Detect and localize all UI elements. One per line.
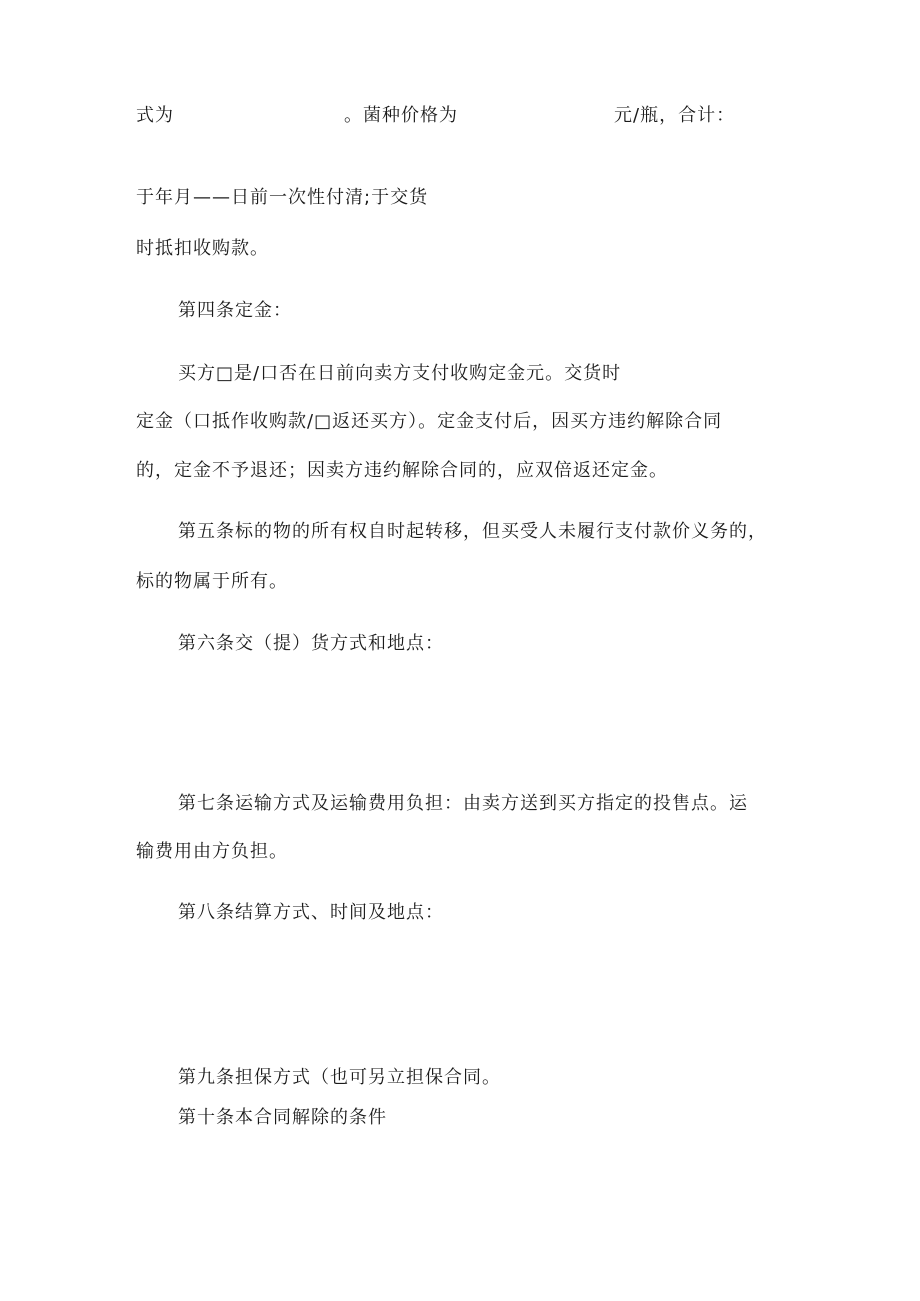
article-5-line-1: 第五条标的物的所有权自时起转移，但买受人未履行支付款价义务的， xyxy=(178,521,767,542)
article-4-line-3: 的，定金不予退还；因卖方违约解除合同的，应双倍返还定金。 xyxy=(136,460,668,481)
line1-part-c: 元/瓶，合计： xyxy=(614,105,736,126)
article-4-line-2: 定金（口抵作收购款/□返还买方）。定金支付后，因买方违约解除合同 xyxy=(136,411,723,432)
article-4-title: 第四条定金： xyxy=(178,300,292,321)
article-10-title: 第十条本合同解除的条件 xyxy=(178,1107,387,1128)
article-8-title: 第八条结算方式、时间及地点： xyxy=(178,902,444,923)
article-4-line-1: 买方□是/口否在日前向卖方支付收购定金元。交货时 xyxy=(178,363,622,384)
article-7-line-2: 输费用由方负担。 xyxy=(136,841,288,862)
payment-line: 于年月——日前一次性付清;于交货 xyxy=(136,187,429,208)
payment-line-continued: 时抵扣收购款。 xyxy=(136,238,269,259)
article-6-title: 第六条交（提）货方式和地点： xyxy=(178,633,444,654)
article-9-title: 第九条担保方式（也可另立担保合同。 xyxy=(178,1067,501,1088)
article-7-line-1: 第七条运输方式及运输费用负担：由卖方送到买方指定的投售点。运 xyxy=(178,793,748,814)
line1-part-a: 式为 xyxy=(136,105,174,126)
line1-part-b: 。菌种价格为 xyxy=(344,105,458,126)
article-5-line-2: 标的物属于所有。 xyxy=(136,571,288,592)
